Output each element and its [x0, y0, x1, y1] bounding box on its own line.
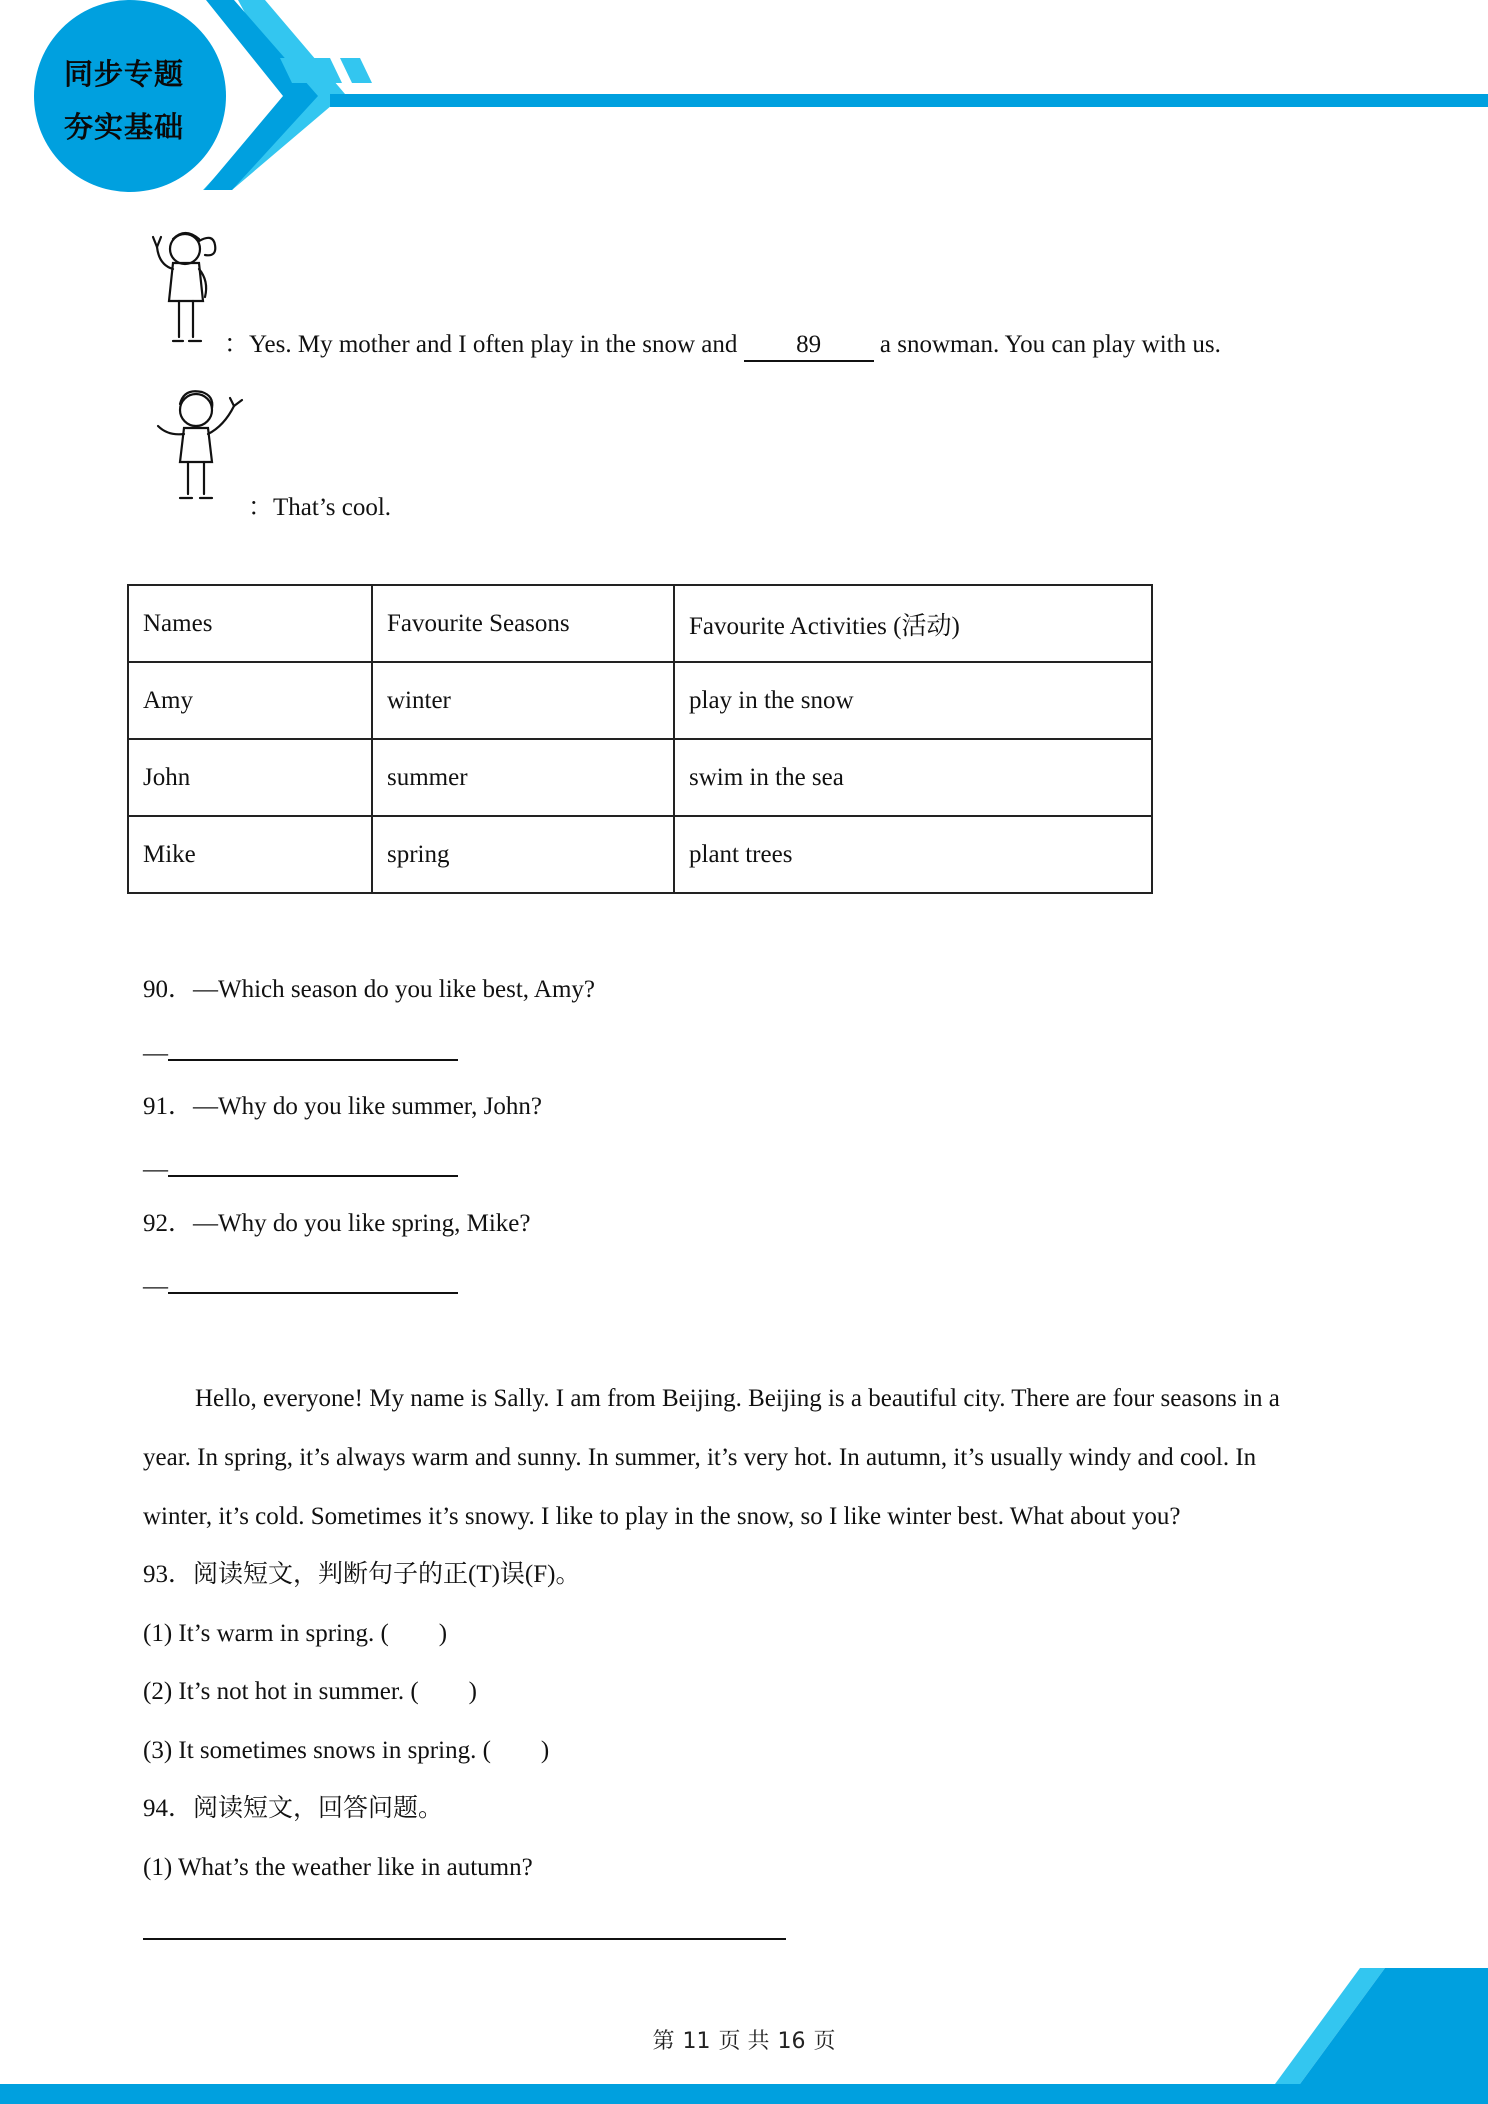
- header-banner: [0, 0, 1488, 200]
- answer-line-91[interactable]: —: [143, 1153, 458, 1185]
- table-row: [128, 816, 1152, 893]
- table-cell: spring: [372, 816, 674, 893]
- dialogue-text-after: a snowman. You can play with us.: [873, 331, 1221, 358]
- table-cell: John: [128, 739, 372, 816]
- favourite-seasons-table: [127, 584, 1153, 894]
- question-93-item-1[interactable]: (1) It’s warm in spring. ( ): [143, 1620, 448, 1647]
- table-header-row: [128, 585, 1152, 662]
- boy-figure-icon: [150, 382, 250, 512]
- passage-line-2: year. In spring, it’s always warm and sunny. In summer, it’s very hot. In autumn, it’s usually windy and cool. In: [143, 1444, 1257, 1471]
- answer-line-92[interactable]: —: [143, 1270, 458, 1302]
- table-cell: Mike: [128, 816, 372, 893]
- table-cell: swim in the sea: [674, 739, 1152, 816]
- total-pages: 16: [777, 2029, 806, 2054]
- question-94-title: 94．阅读短文，回答问题。: [143, 1795, 444, 1822]
- table-cell: summer: [372, 739, 674, 816]
- table-row: [128, 662, 1152, 739]
- question-92: 92．—Why do you like spring, Mike?: [143, 1210, 531, 1237]
- table-header-cell: Favourite Activities (活动): [674, 585, 1152, 662]
- badge-line-1: 同步专题: [63, 57, 184, 91]
- question-90: 90．—Which season do you like best, Amy?: [143, 976, 596, 1003]
- table-cell: winter: [372, 662, 674, 739]
- badge-line-2: 夯实基础: [63, 110, 184, 144]
- girl-figure-icon: [145, 225, 225, 355]
- passage-line-1: Hello, everyone! My name is Sally. I am from Beijing. Beijing is a beautiful city. There are four seasons in a: [195, 1385, 1280, 1412]
- dialogue-line-girl: [224, 330, 1221, 362]
- answer-blank-89: 89: [744, 330, 874, 362]
- question-93-item-2[interactable]: (2) It’s not hot in summer. ( ): [143, 1678, 477, 1705]
- table-header-cell: Names: [128, 585, 372, 662]
- passage-line-3: winter, it’s cold. Sometimes it’s snowy. I like to play in the snow, so I like winter best. What about you?: [143, 1503, 1181, 1530]
- answer-line-90[interactable]: —: [143, 1037, 458, 1069]
- table-cell: plant trees: [674, 816, 1152, 893]
- question-93-title: 93．阅读短文，判断句子的正(T)误(F)。: [143, 1561, 581, 1588]
- table-cell: Amy: [128, 662, 372, 739]
- dialogue-line-boy: ：That’s cool.: [248, 494, 392, 521]
- answer-line-94-1[interactable]: [143, 1918, 786, 1940]
- table-row: [128, 739, 1152, 816]
- dialogue-text-before: ：Yes. My mother and I often play in the snow and: [224, 331, 744, 358]
- table-header-cell: Favourite Seasons: [372, 585, 674, 662]
- question-94-item-1: (1) What’s the weather like in autumn?: [143, 1854, 533, 1881]
- question-91: 91．—Why do you like summer, John?: [143, 1093, 542, 1120]
- page-number: 第 11 页 共 16 页: [652, 2029, 836, 2054]
- table-cell: play in the snow: [674, 662, 1152, 739]
- current-page: 11: [682, 2029, 711, 2054]
- question-93-item-3[interactable]: (3) It sometimes snows in spring. ( ): [143, 1737, 550, 1764]
